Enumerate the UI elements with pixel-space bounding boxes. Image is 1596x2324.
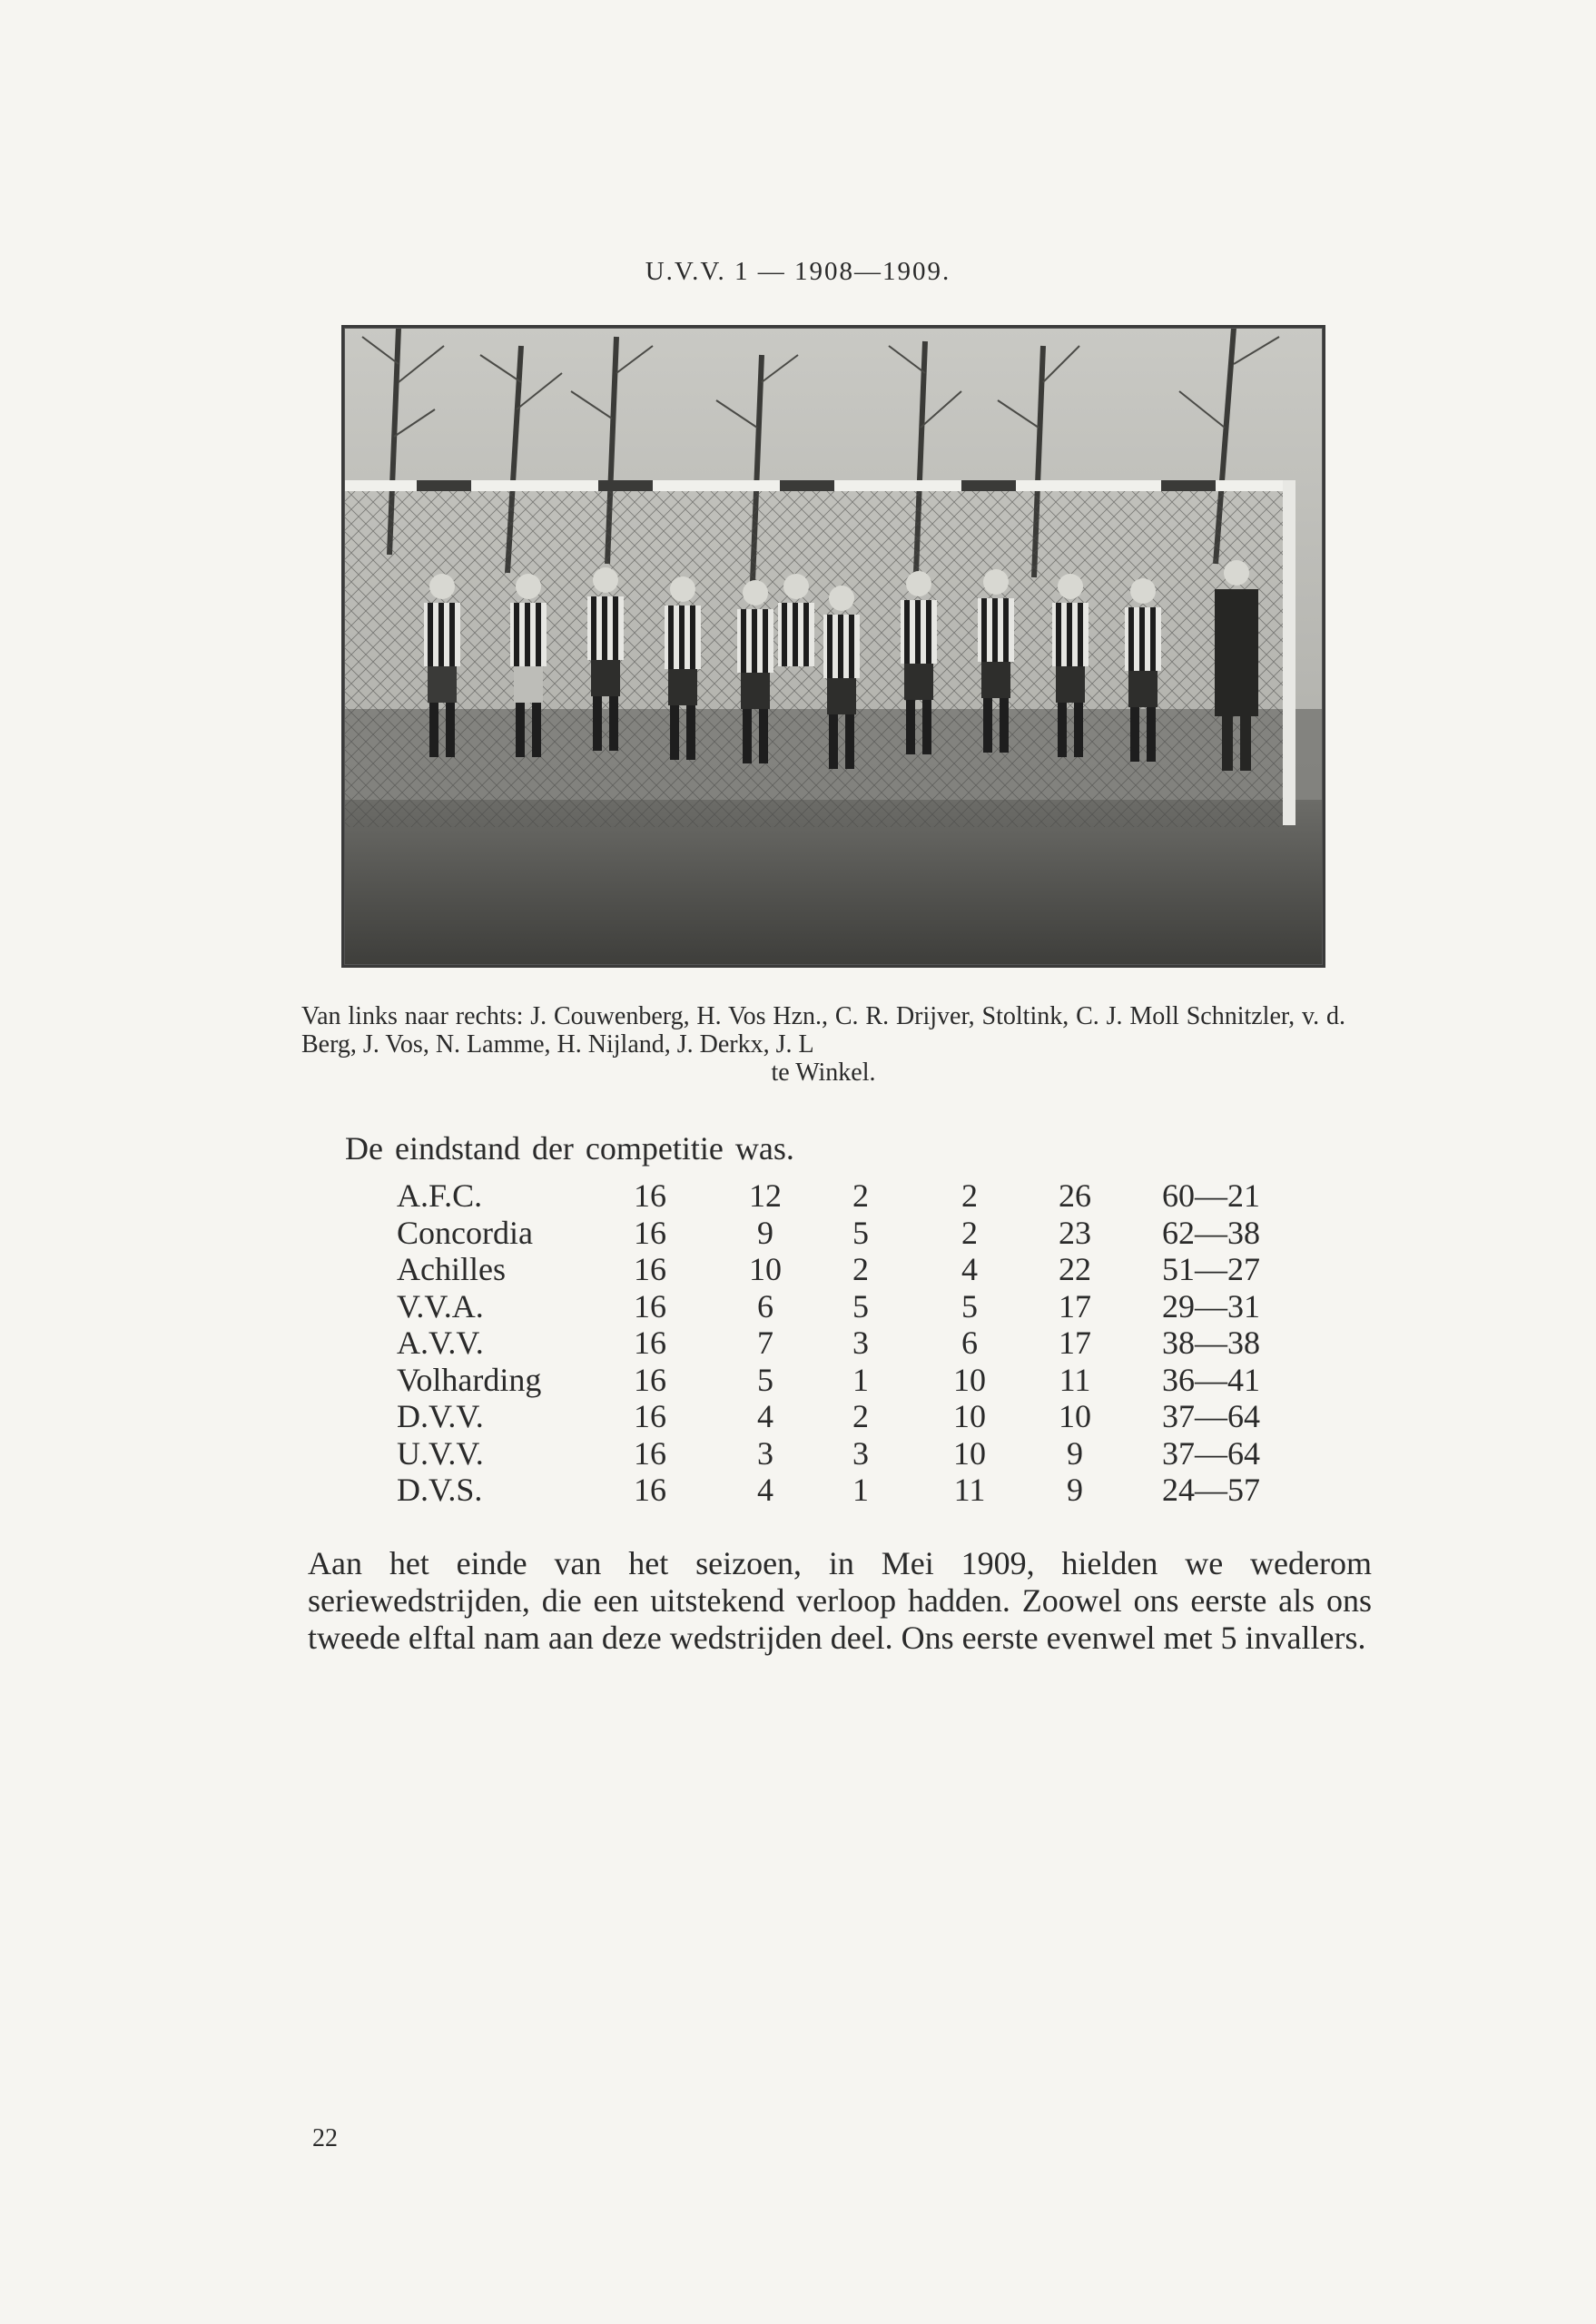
standings-intro: De eindstand der competitie was.: [345, 1130, 794, 1167]
page-header: U.V.V. 1 — 1908—1909.: [645, 257, 951, 286]
cell-drawn: 1: [852, 1361, 869, 1398]
cell-lost: 6: [961, 1324, 978, 1361]
cell-played: 16: [634, 1434, 666, 1472]
cell-drawn: 2: [852, 1398, 869, 1434]
standings-row: [0, 1250, 1596, 1286]
standings-row: [0, 1434, 1596, 1471]
cell-played: 16: [634, 1251, 666, 1287]
cell-played: 16: [634, 1398, 666, 1434]
team-name: U.V.V.: [397, 1434, 484, 1472]
cell-drawn: 5: [852, 1287, 869, 1324]
cell-points: 17: [1059, 1324, 1091, 1361]
team-name: Concordia: [397, 1214, 533, 1251]
cell-goals: 37—64: [1162, 1398, 1260, 1434]
cell-drawn: 2: [852, 1177, 869, 1214]
cell-goals: 51—27: [1162, 1251, 1260, 1287]
standings-row: [0, 1324, 1596, 1360]
caption-line-2: C. J. Moll Schnitzler, v. d. Berg, J. Vos, N. Lamme, H. Nijland, J. Derkx, J. L: [301, 1002, 1345, 1059]
standings-row: [0, 1471, 1596, 1507]
standings-row: [0, 1361, 1596, 1397]
cell-goals: 37—64: [1162, 1434, 1260, 1472]
standings-row: [0, 1214, 1596, 1250]
cell-played: 16: [634, 1177, 666, 1214]
cell-drawn: 3: [852, 1324, 869, 1361]
cell-won: 9: [757, 1214, 773, 1251]
photo-caption: [301, 1002, 1345, 1087]
cell-goals: 60—21: [1162, 1177, 1260, 1214]
team-name: Achilles: [397, 1251, 506, 1287]
standings-row: [0, 1287, 1596, 1324]
cell-played: 16: [634, 1214, 666, 1251]
cell-lost: 10: [953, 1398, 986, 1434]
caption-line-1: Van links naar rechts: J. Couwenberg, H. Vos Hzn., C. R. Drijver, Stoltink,: [301, 1002, 1069, 1030]
cell-lost: 2: [961, 1214, 978, 1251]
cell-points: 9: [1067, 1472, 1083, 1508]
cell-goals: 62—38: [1162, 1214, 1260, 1251]
cell-drawn: 5: [852, 1214, 869, 1251]
cell-won: 5: [757, 1361, 773, 1398]
cell-points: 11: [1059, 1361, 1091, 1398]
cell-lost: 2: [961, 1177, 978, 1214]
cell-points: 9: [1067, 1434, 1083, 1472]
body-paragraph: Aan het einde van het seizoen, in Mei 1909, hielden we wederom seriewedstrijden, die een uitstekend verloop hadden. Zoowel ons eerste als ons tweede elftal nam aan deze wedstrijden deel. Ons eerste evenwel met 5 invallers.: [308, 1545, 1372, 1656]
standings-row: [0, 1177, 1596, 1213]
cell-goals: 29—31: [1162, 1287, 1260, 1324]
cell-played: 16: [634, 1472, 666, 1508]
cell-lost: 11: [953, 1472, 986, 1508]
cell-won: 6: [757, 1287, 773, 1324]
team-name: D.V.S.: [397, 1472, 483, 1508]
team-photo: [341, 325, 1325, 968]
cell-drawn: 1: [852, 1472, 869, 1508]
team-name: V.V.A.: [397, 1287, 484, 1324]
cell-points: 26: [1059, 1177, 1091, 1214]
cell-won: 3: [757, 1434, 773, 1472]
caption-line-3: te Winkel.: [771, 1059, 876, 1087]
cell-won: 4: [757, 1398, 773, 1434]
team-name: A.F.C.: [397, 1177, 483, 1214]
team-name: A.V.V.: [397, 1324, 484, 1361]
cell-lost: 10: [953, 1361, 986, 1398]
cell-points: 17: [1059, 1287, 1091, 1324]
team-name: D.V.V.: [397, 1398, 484, 1434]
cell-lost: 5: [961, 1287, 978, 1324]
standings-row: [0, 1397, 1596, 1433]
cell-played: 16: [634, 1287, 666, 1324]
cell-drawn: 3: [852, 1434, 869, 1472]
cell-goals: 24—57: [1162, 1472, 1260, 1508]
cell-points: 23: [1059, 1214, 1091, 1251]
cell-won: 12: [749, 1177, 782, 1214]
cell-points: 10: [1059, 1398, 1091, 1434]
cell-points: 22: [1059, 1251, 1091, 1287]
cell-drawn: 2: [852, 1251, 869, 1287]
cell-won: 4: [757, 1472, 773, 1508]
cell-goals: 38—38: [1162, 1324, 1260, 1361]
cell-lost: 10: [953, 1434, 986, 1472]
cell-won: 10: [749, 1251, 782, 1287]
cell-goals: 36—41: [1162, 1361, 1260, 1398]
team-name: Volharding: [397, 1361, 542, 1398]
cell-lost: 4: [961, 1251, 978, 1287]
cell-won: 7: [757, 1324, 773, 1361]
cell-played: 16: [634, 1324, 666, 1361]
cell-played: 16: [634, 1361, 666, 1398]
page-number: 22: [312, 2124, 338, 2152]
